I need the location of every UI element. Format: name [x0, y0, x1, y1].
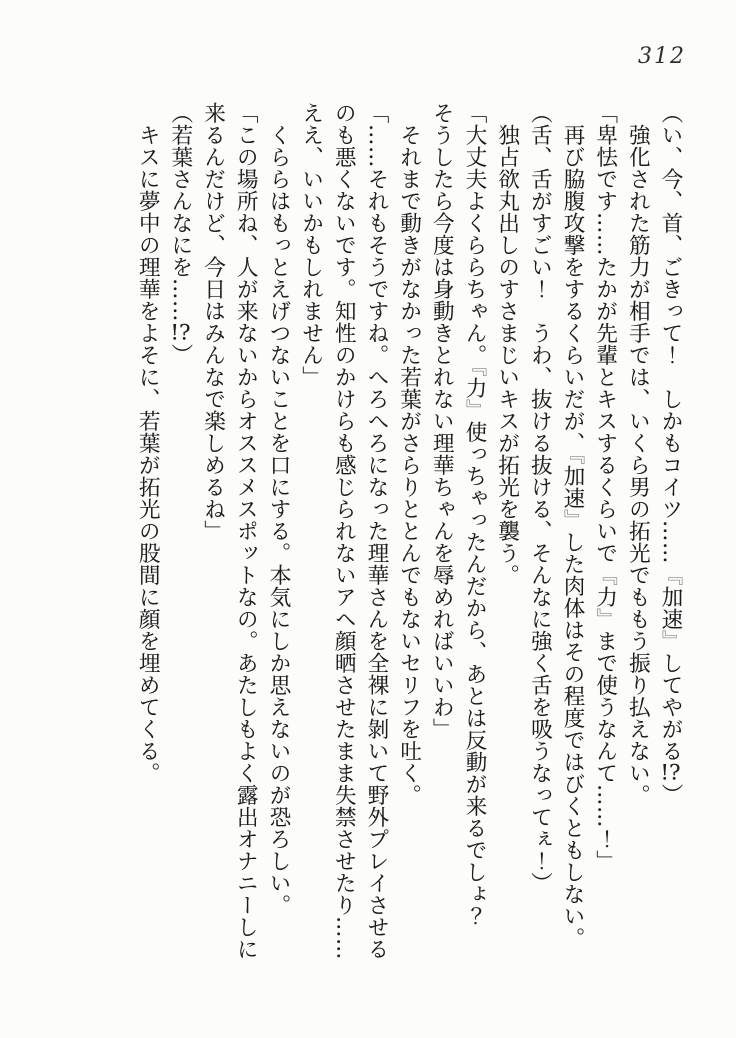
- paragraph: くららはもっとえげつないことを口にする。本気にしか思えないのが恐ろしい。: [265, 123, 291, 916]
- paragraph: 独占欲丸出しのすさまじいキスが拓光を襲う。: [494, 123, 520, 586]
- page-number: 312: [638, 44, 686, 69]
- paragraph: （舌、舌がすごい！ うわ、抜ける抜ける、そんなに強く舌を吸うなってぇ！）: [527, 102, 553, 894]
- shaded-bracket: 『: [658, 564, 683, 586]
- shaded-bracket: 『: [461, 366, 487, 378]
- shaded-bracket: 』: [461, 399, 487, 422]
- paragraph: それまで動きがなかった若葉がさらりととんでもないセリフを吐く。: [396, 123, 422, 806]
- paragraph: 「この場所ね、人が来ないからオススメスポットなの。あたしもよく露出オナニーしに来るんだけど、今日はみんなで楽しめるね」: [200, 102, 259, 960]
- shaded-bracket: 『: [559, 453, 585, 465]
- shaded-bracket: 』: [658, 630, 683, 652]
- paragraph: 「卑怯です……たかが先輩とキスするくらいで『力』まで使うなんて……！」: [592, 102, 618, 872]
- paragraph: （い、今、首、ごきって！ しかもコイツ……『加速』してやがる!?）: [658, 102, 683, 806]
- paragraph: （若葉さんなにを……!?）: [167, 102, 193, 366]
- paragraph: 「大丈夫よくららちゃん。『力』使っちゃったんだから、あとは反動が来るでしょ？ そうしたら今度は身動きとれない理華ちゃんを辱めればいいわ」: [429, 102, 487, 950]
- shaded-bracket: 』: [592, 608, 618, 630]
- shaded-bracket: 』: [559, 508, 585, 531]
- paragraph: 強化された筋力が相手では、いくら男の拓光でももう振り払えない。: [625, 123, 651, 806]
- paragraph: キスに夢中の理華をよそに、若葉が拓光の股間に顔を埋めてくる。: [135, 123, 161, 784]
- novel-text-block: [131, 102, 686, 964]
- tatechuyoko-exclamation-question: !?: [660, 762, 681, 784]
- shaded-bracket: 『: [592, 564, 618, 586]
- tatechuyoko-exclamation-question: !?: [170, 322, 191, 344]
- paragraph: 「……それもそうですね。へろへろになった理華さんを全裸に剝いて野外プレイさせるのも悪くないです。知性のかけらも感じられないアヘ顔晒させたまま失禁させたり……ええ、いいかもしれません」: [298, 102, 389, 960]
- paragraph: 再び脇腹攻撃をするくらいだが、『加速』した肉体はその程度ではびくともしない。: [559, 123, 585, 949]
